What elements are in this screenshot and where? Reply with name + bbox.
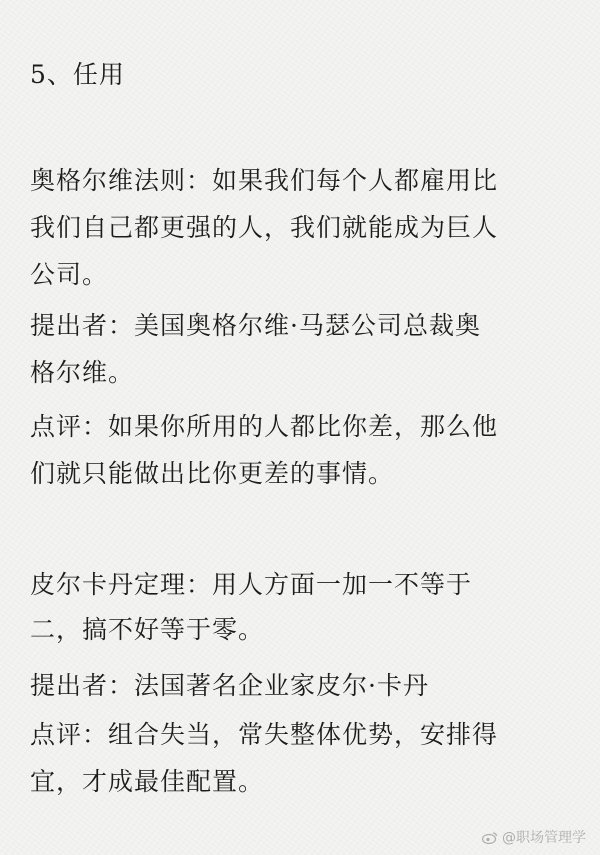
watermark-text: @职场管理学: [502, 830, 586, 846]
watermark: [482, 827, 586, 847]
cardin-law: 皮尔卡丹定理：用人方面一加一不等于: [30, 570, 473, 599]
cardin-law-continued: 二，搞不好等于零。: [30, 615, 265, 644]
cardin-comment: 点评：组合失当，常失整体优势，安排得 宜，才成最佳配置。: [30, 720, 499, 796]
cardin-proposer: 提出者：法国著名企业家皮尔·卡丹: [30, 671, 429, 700]
weibo-icon: [482, 831, 498, 844]
ogilvy-comment: 点评：如果你所用的人都比你差，那么他 们就只能做出比你更差的事情。: [30, 412, 499, 488]
ogilvy-law: 奥格尔维法则：如果我们每个人都雇用比 我们自己都更强的人，我们就能成为巨人 公司。: [30, 166, 499, 289]
section-heading: 5、任用: [30, 60, 125, 89]
ogilvy-proposer: 提出者：美国奥格尔维·马瑟公司总裁奥 格尔维。: [30, 311, 481, 387]
